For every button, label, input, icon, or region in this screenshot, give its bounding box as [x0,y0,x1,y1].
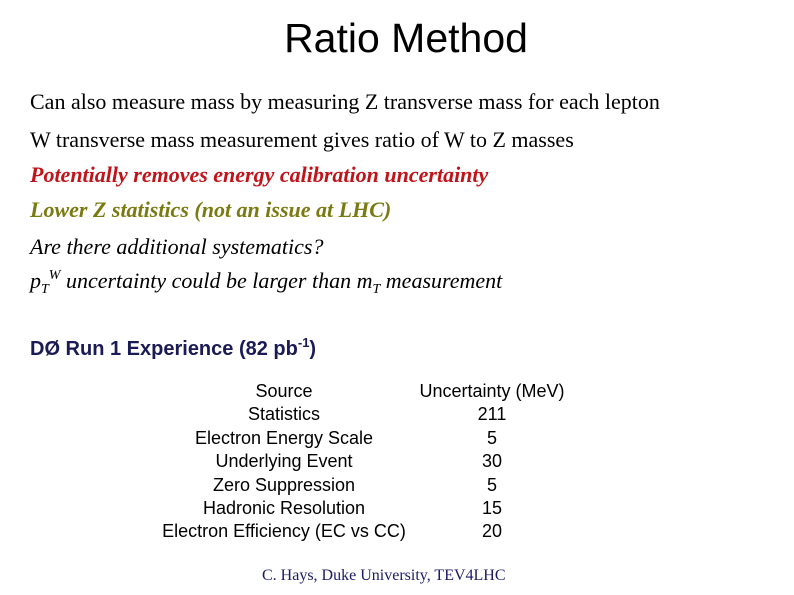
bullet-z-mass: Can also measure mass by measuring Z transverse mass for each lepton [30,89,660,114]
row-source: Electron Energy Scale [194,427,374,448]
table-header-row [140,380,600,403]
row-value: 5 [486,427,497,448]
table-row [140,450,600,473]
bullet-w-ratio: W transverse mass measurement gives ratio of W to Z masses [30,127,574,152]
pt-symbol: p [30,268,41,293]
row-value: 5 [486,474,497,495]
uncertainty-table [140,380,600,544]
row-source: Hadronic Resolution [202,497,366,518]
row-source: Underlying Event [215,451,353,472]
pt-text-part2: measurement [380,268,503,293]
slide-title: Ratio Method [284,15,528,61]
bullet-systematics: Are there additional systematics? [30,234,324,259]
experience-suffix: ) [309,338,317,360]
table-row [140,474,600,497]
row-source: Electron Efficiency (EC vs CC) [162,521,406,542]
bullet-calibration: Potentially removes energy calibration uncertainty [30,162,489,187]
pt-text-part1: uncertainty could be larger than m [60,268,373,293]
row-value: 20 [481,521,503,542]
row-source: Statistics [247,404,321,425]
row-value: 15 [481,497,503,518]
table-row [140,427,600,450]
pt-superscript: W [48,268,61,283]
experience-prefix: DØ Run 1 Experience (82 pb [30,338,298,360]
table-row [140,497,600,520]
header-uncertainty: Uncertainty (MeV) [419,381,565,401]
header-source: Source [255,381,313,401]
pt-subscript: T [41,282,49,297]
mt-subscript: T [372,282,381,297]
row-value: 30 [481,451,503,472]
experience-exponent: -1 [297,335,310,350]
row-source: Zero Suppression [212,474,356,495]
experience-heading [30,336,316,362]
bullet-pt-uncertainty [30,268,503,297]
row-value: 211 [477,404,507,425]
table-row [140,520,600,543]
footer-credit: C. Hays, Duke University, TEV4LHC [262,567,506,584]
bullet-statistics: Lower Z statistics (not an issue at LHC) [30,197,392,222]
table-row [140,403,600,426]
